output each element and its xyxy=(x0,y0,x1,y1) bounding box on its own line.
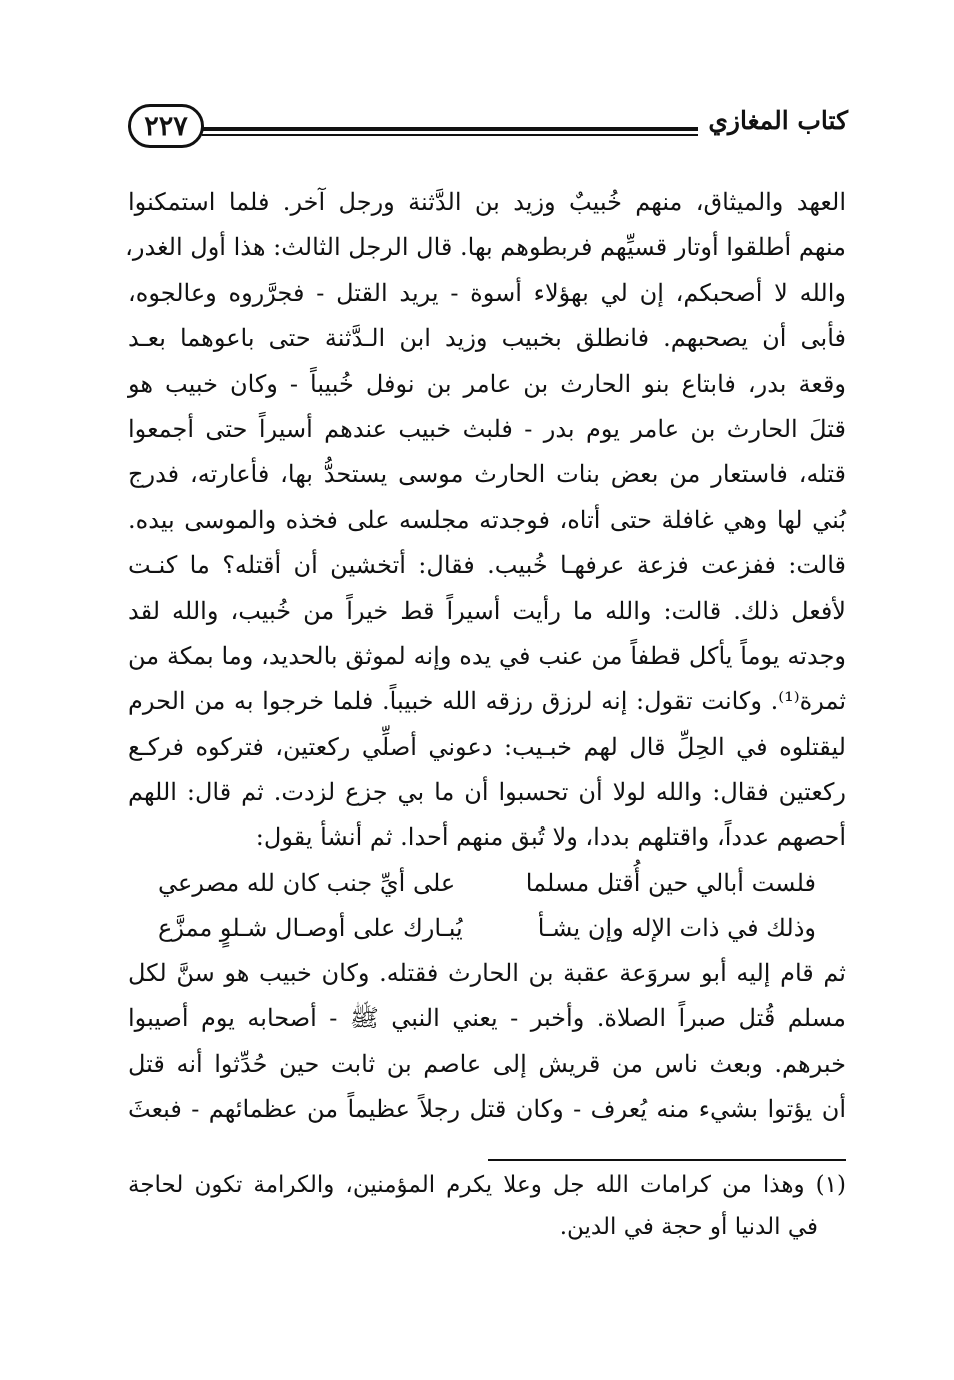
footnote-line: في الدنيا أو حجة في الدين. xyxy=(559,1214,818,1240)
verse-first-hemistich: وذلك في ذات الإله وإن يشـأ xyxy=(537,913,816,942)
verse-second-hemistich: على أيِّ جنب كان لله مصرعي xyxy=(158,868,456,897)
text-line: وجدته يوماً يأكل قطفاً من عنب في يده وإنه لموثق بالحديد، وما بمكة من xyxy=(128,641,847,670)
text-line: مسلم قُتل صبراً الصلاة. وأخبر - يعني النبي ﷺ - أصحابه يوم أصيبوا xyxy=(128,1004,846,1033)
text-line: أن يؤتوا بشيء منه يُعرف - وكان قتل رجلاً عظيماً من عظمائهم - فبعثَ xyxy=(128,1095,846,1124)
footnotes xyxy=(128,1164,846,1248)
text-line: لأفعل ذلك. قالت: والله ما رأيت أسيراً قط خيراً من خُبيب، والله لقد xyxy=(128,596,846,625)
text-line: قتلَ الحارث بن عامر يوم بدر - فلبث خبيب عندهم أسيراً حتى أجمعوا xyxy=(128,414,846,443)
text-line: أحصهم عدداً، واقتلهم بددا، ولا تُبق منهم أحدا. ثم أنشأ يقول: xyxy=(255,823,846,852)
text-line: ليقتلوه في الحِلِّ قال لهم خبـيب: دعوني أصلِّي ركعتين، فتركوه فركـع xyxy=(128,732,846,761)
text-line: خبرهم. وبعث ناس من قريش إلى عاصم بن ثابت حين حُدِّثوا أنه قتل xyxy=(128,1049,846,1078)
header-rule-thick xyxy=(202,127,698,131)
text-line: العهد والميثاق، منهم خُبيبٌ وزيد بن الدَّثنة ورجل آخر. فلما استمكنوا xyxy=(128,188,846,216)
footnote-separator xyxy=(488,1159,846,1161)
verse-first-hemistich: فلست أبالي حين أُقتل مسلما xyxy=(525,868,816,897)
poem xyxy=(128,861,846,951)
page-header xyxy=(128,100,848,156)
main-text xyxy=(125,180,847,1132)
poem-verse xyxy=(128,906,846,951)
page-number: ٢٢٧ xyxy=(144,110,188,142)
text-line: ثمرة⁽¹⁾. وكانت تقول: إنه لرزق رزقه الله خبيباً. فلما خرجوا به من الحرم xyxy=(128,687,846,716)
text-line: قتله، فاستعار من بعض بنات الحارث موسى يستحدُّ بها، فأعارته، فدرج xyxy=(128,460,846,489)
text-line: ثم قام إليه أبو سروَعة عقبة بن الحارث فقتله. وكان خبيب هو سنَّ لكل xyxy=(128,958,846,987)
header-rule-thin xyxy=(202,134,698,136)
text-line: منهم أطلقوا أوتار قسيِّهم فربطوهم بها. قال الرجل الثالث: هذا أول الغدر، xyxy=(125,233,846,262)
footnote-line: (١) وهذا من كرامات الله جل وعلا يكرم المؤمنين، والكرامة تكون لحاجة xyxy=(128,1172,846,1198)
text-line: وقعة بدر، فابتاع بنو الحارث بن عامر بن نوفل خُبيباً - وكان خبيب هو xyxy=(128,369,846,398)
text-line: بُني لها وهي غافلة حتى أتاه، فوجدته مجلسه على فخذه والموسى بيده. xyxy=(128,505,847,534)
text-line: ركعتين فقال: والله لولا أن تحسبوا أن ما بي جزع لزدت. ثم قال: اللهم xyxy=(128,778,846,807)
text-line: والله لا أصحبكم، إن لي بهؤلاء أسوة - يريد القتل - فجرَّروه وعالجوه، xyxy=(128,278,846,307)
page-number-frame xyxy=(128,104,204,148)
running-head-title: كتاب المغازي xyxy=(708,106,848,135)
verse-second-hemistich: يُبـارك على أوصـال شـلوٍ ممزَّع xyxy=(158,913,463,942)
poem-verse xyxy=(128,861,846,906)
text-line: فأبى أن يصحبهم. فانطلق بخبيب وزيد ابن الـدَّثنة حتى باعوهما بعـد xyxy=(128,324,846,353)
text-line: قالت: ففزعت فزعة عرفهـا خُبيب. فقال: أتخشين أن أقتله؟ ما كنـت xyxy=(128,551,846,580)
